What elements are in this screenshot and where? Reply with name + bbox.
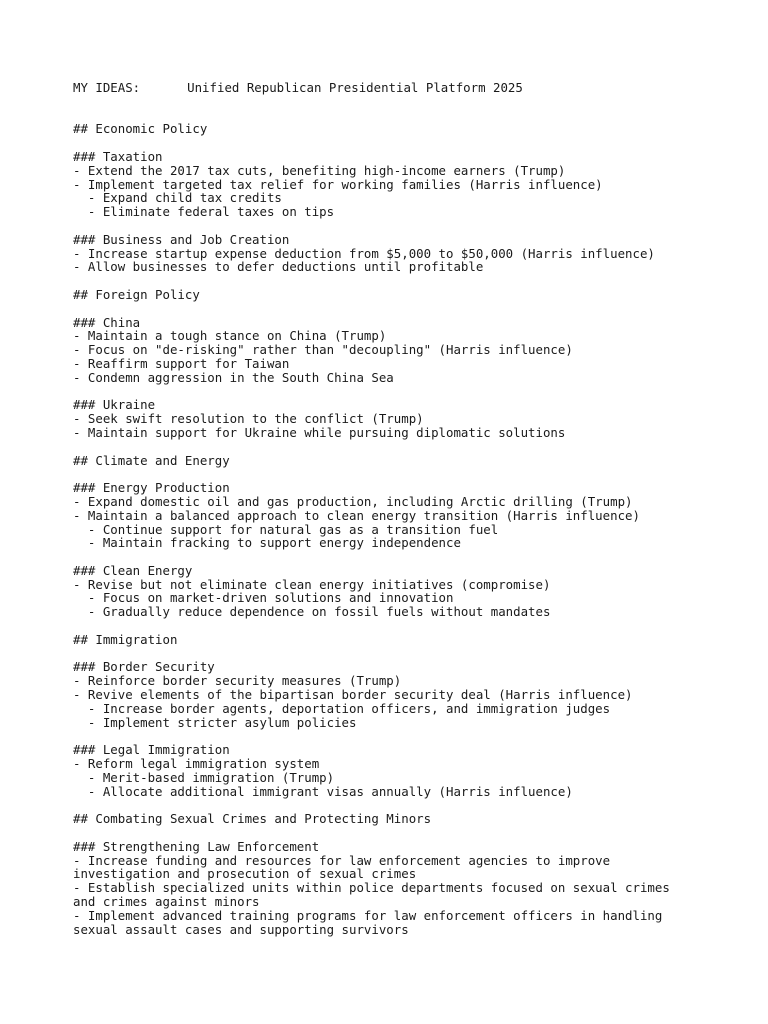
list-item: - Implement advanced training programs for law enforcement officers in handling — [73, 907, 663, 923]
list-item: - Merit-based immigration (Trump) — [73, 769, 335, 785]
subsection-heading-energy-production: ### Energy Production — [73, 480, 230, 496]
list-item: - Focus on "de-risking" rather than "decoupling" (Harris influence) — [73, 342, 573, 358]
list-item: - Expand domestic oil and gas production, including Arctic drilling (Trump) — [73, 493, 633, 509]
list-item-continuation: investigation and prosecution of sexual crimes — [73, 866, 417, 882]
subsection-heading-border-security: ### Border Security — [73, 659, 215, 675]
list-item: - Continue support for natural gas as a transition fuel — [73, 521, 499, 537]
list-item: - Increase startup expense deduction from $5,000 to $50,000 (Harris influence) — [73, 245, 655, 261]
document-page — [73, 81, 753, 936]
list-item: - Allow businesses to defer deductions until profitable — [73, 259, 484, 275]
ideas-label: MY IDEAS: — [73, 80, 141, 95]
list-item: - Condemn aggression in the South China Sea — [73, 369, 394, 385]
subsection-heading-clean-energy: ### Clean Energy — [73, 562, 193, 578]
list-item: - Maintain a tough stance on China (Trump) — [73, 328, 387, 344]
subsection-heading-business-job-creation: ### Business and Job Creation — [73, 231, 290, 247]
subsection-heading-law-enforcement: ### Strengthening Law Enforcement — [73, 838, 320, 854]
subsection-heading-legal-immigration: ### Legal Immigration — [73, 742, 230, 758]
list-item: - Eliminate federal taxes on tips — [73, 204, 335, 220]
document-title-line — [73, 81, 753, 95]
list-item: - Revise but not eliminate clean energy initiatives (compromise) — [73, 576, 551, 592]
list-item: - Extend the 2017 tax cuts, benefiting high-income earners (Trump) — [73, 162, 566, 178]
section-heading-immigration: ## Immigration — [73, 631, 178, 647]
list-item: - Maintain a balanced approach to clean energy transition (Harris influence) — [73, 507, 640, 523]
list-item: - Maintain support for Ukraine while pursuing diplomatic solutions — [73, 424, 566, 440]
subsection-heading-ukraine: ### Ukraine — [73, 397, 156, 413]
list-item: - Establish specialized units within police departments focused on sexual crimes — [73, 880, 670, 896]
subsection-heading-china: ### China — [73, 314, 141, 330]
list-item: - Reaffirm support for Taiwan — [73, 355, 290, 371]
list-item: - Allocate additional immigrant visas annually (Harris influence) — [73, 783, 573, 799]
section-heading-climate-energy: ## Climate and Energy — [73, 452, 230, 468]
list-item: - Implement stricter asylum policies — [73, 714, 357, 730]
section-heading-economic-policy: ## Economic Policy — [73, 121, 208, 137]
list-item: - Implement targeted tax relief for working families (Harris influence) — [73, 176, 603, 192]
list-item: - Revive elements of the bipartisan border security deal (Harris influence) — [73, 687, 633, 703]
list-item: - Gradually reduce dependence on fossil fuels without mandates — [73, 604, 551, 620]
section-heading-combating-sexual-crimes: ## Combating Sexual Crimes and Protecting Minors — [73, 811, 432, 827]
list-item: - Reinforce border security measures (Trump) — [73, 673, 402, 689]
list-item: - Maintain fracking to support energy independence — [73, 535, 461, 551]
list-item-continuation: and crimes against minors — [73, 894, 260, 910]
list-item: - Reform legal immigration system — [73, 756, 320, 772]
list-item: - Increase border agents, deportation officers, and immigration judges — [73, 700, 611, 716]
list-item: - Expand child tax credits — [73, 190, 282, 206]
list-item: - Focus on market-driven solutions and innovation — [73, 590, 454, 606]
section-heading-foreign-policy: ## Foreign Policy — [73, 286, 200, 302]
subsection-heading-taxation: ### Taxation — [73, 148, 163, 164]
platform-title: Unified Republican Presidential Platform 2025 — [187, 80, 523, 95]
list-item: - Increase funding and resources for law enforcement agencies to improve — [73, 852, 611, 868]
list-item: - Seek swift resolution to the conflict (Trump) — [73, 411, 424, 427]
list-item-continuation: sexual assault cases and supporting survivors — [73, 921, 409, 937]
